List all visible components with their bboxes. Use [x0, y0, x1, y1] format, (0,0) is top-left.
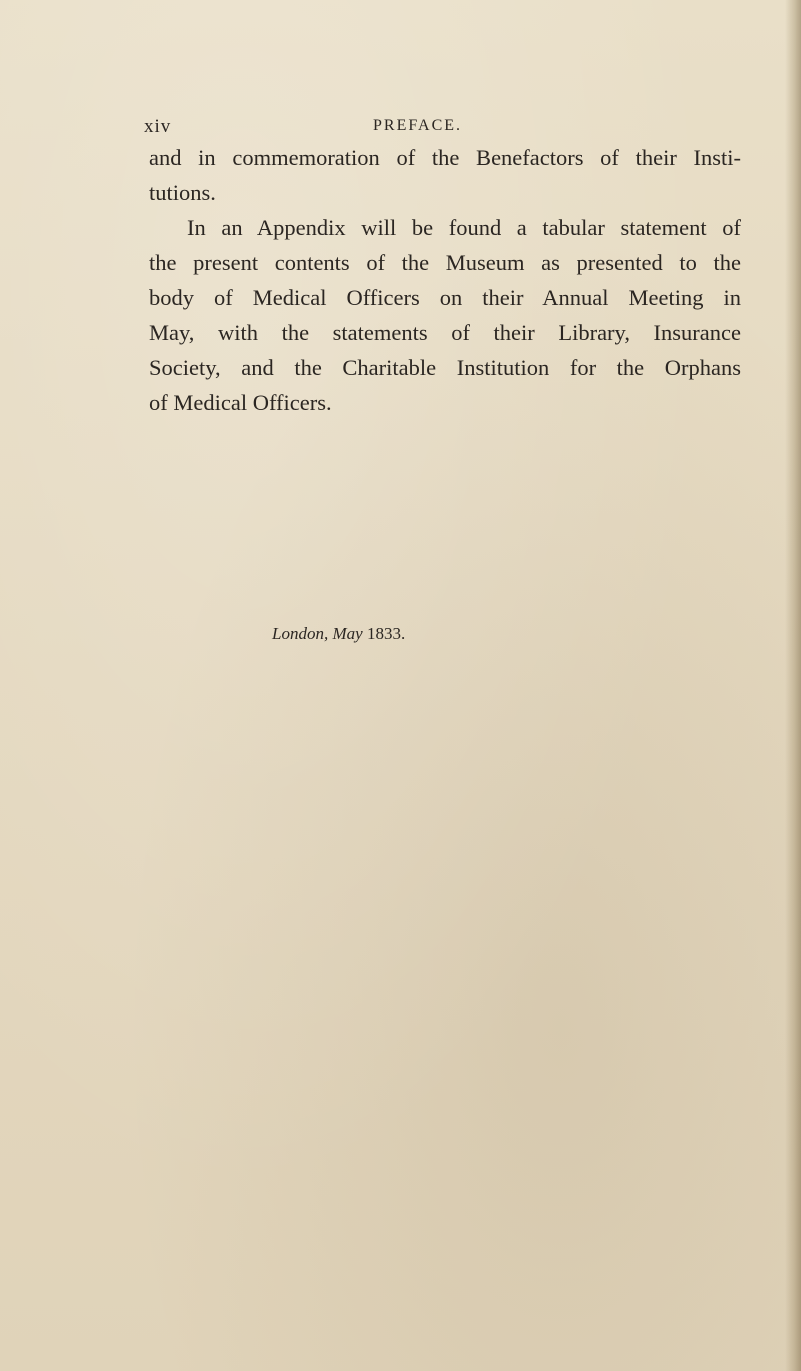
- text-line: the present contents of the Museum as presented to the: [149, 250, 741, 275]
- dateline-month: May: [332, 624, 363, 643]
- page-number: xiv: [144, 116, 172, 137]
- dateline-place: London,: [272, 624, 329, 643]
- dateline-year: 1833.: [366, 624, 406, 643]
- body-text: [149, 140, 741, 420]
- text-line: and in commemoration of the Benefactors of their Insti-: [149, 145, 741, 170]
- running-head: [144, 116, 734, 138]
- text-line: of Medical Officers.: [149, 390, 332, 415]
- running-head-title: PREFACE.: [373, 117, 463, 134]
- text-line: body of Medical Officers on their Annual Meeting in: [149, 285, 741, 310]
- paragraph-start-line: In an Appendix will be found a tabular statement of: [187, 215, 741, 240]
- text-line: Society, and the Charitable Institution for the Orphans: [149, 355, 741, 380]
- text-line: May, with the statements of their Library, Insurance: [149, 320, 741, 345]
- dateline: [272, 624, 405, 644]
- text-line: tutions.: [149, 180, 216, 205]
- page-edge-shadow: [785, 0, 801, 1371]
